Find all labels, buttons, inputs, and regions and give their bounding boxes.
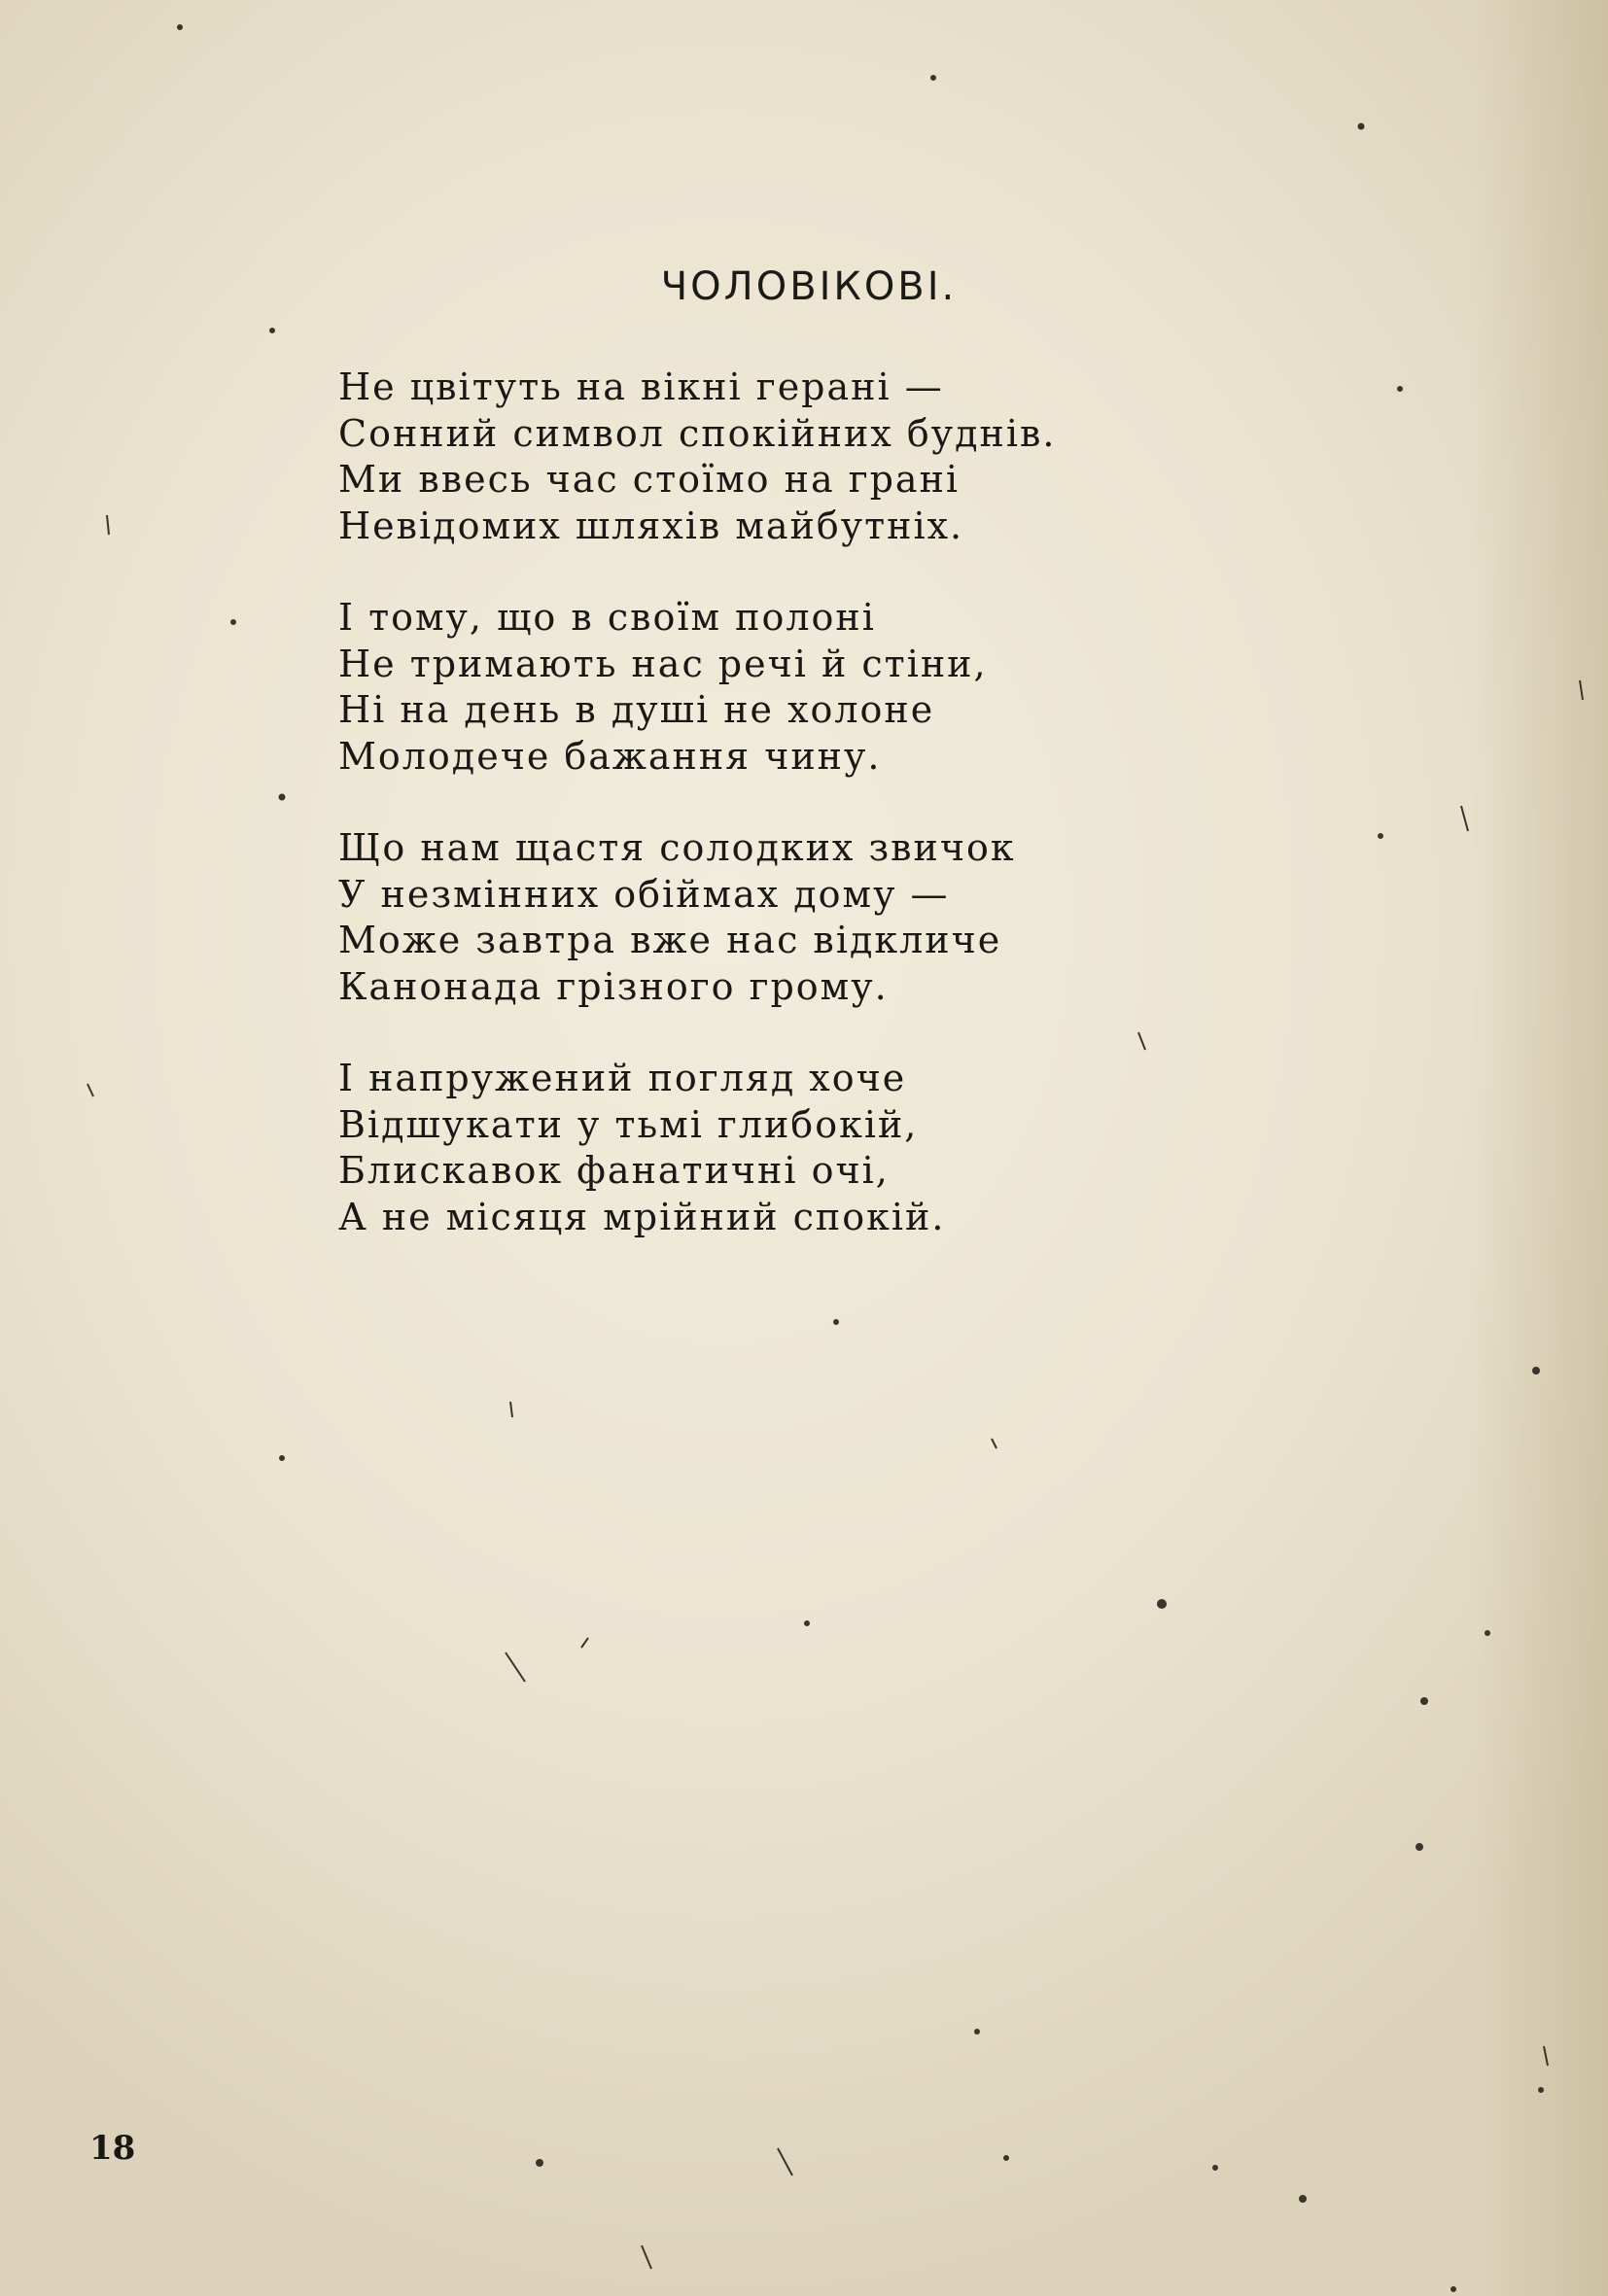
poem-line: Блискавок фанатичні очі, [338,1149,890,1192]
poem-line: Ні на день в душі не холоне [338,688,935,731]
poem-line: Канонада грізного грому. [338,964,889,1008]
page-number: 18 [89,2129,136,2168]
poem-line: Може завтра вже нас відкличе [338,919,1002,961]
poem-line: Молодече бажання чину. [338,734,882,778]
stanza-1 [338,365,1213,549]
poem-line: Невідомих шляхів майбутніх. [338,504,964,547]
poem-line: Відшукати у тьмі глибокій, [338,1102,919,1146]
stanza-3 [338,825,1213,1010]
poem-line: А не місяця мрійний спокій. [338,1195,946,1238]
poem-line: І тому, що в своїм полоні [338,596,876,639]
poem-line: Ми ввесь час стоїмо на грані [338,458,961,501]
poem-line: Не тримають нас речі й стіни, [338,642,988,685]
stanza-4 [338,1056,1213,1240]
poem-line: Що нам щастя солодких звичок [338,826,1016,869]
poem-line: Сонний символ спокійних буднів. [338,411,1057,455]
poem-line: У незмінних обіймах дому — [338,872,950,916]
poem-line: Не цвітуть на вікні герані — [338,365,944,408]
poem-line: І напружений погляд хоче [338,1057,907,1099]
poem-body [338,365,1213,1286]
poem-title: ЧОЛОВІКОВІ. [660,264,958,309]
stanza-2 [338,595,1213,780]
